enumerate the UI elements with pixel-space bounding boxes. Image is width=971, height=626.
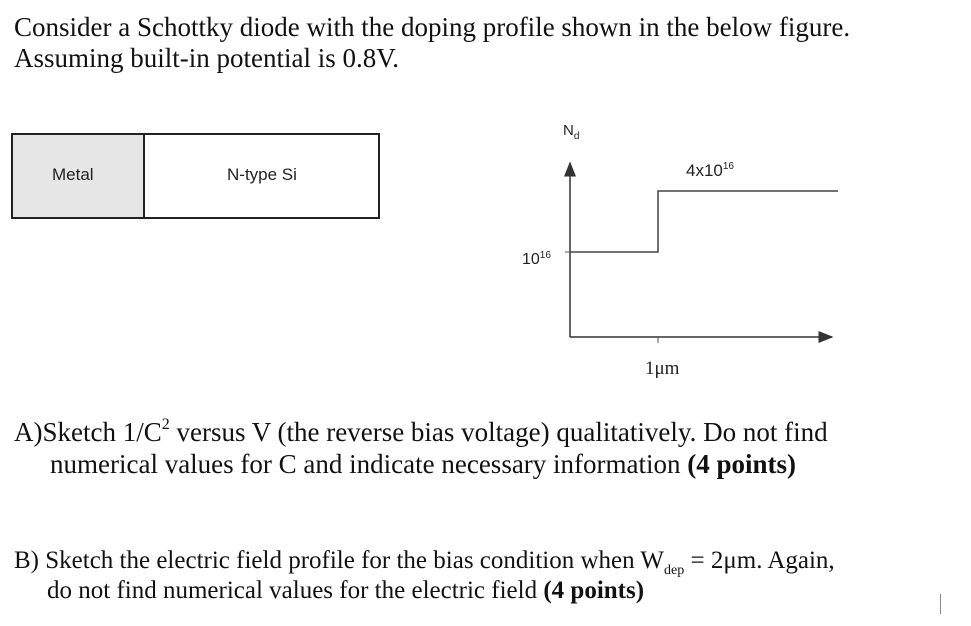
question-b-subscript: dep [664, 563, 685, 578]
intro-line-1: Consider a Schottky diode with the doping profile shown in the below figure. [14, 12, 851, 42]
question-b-text-start: Sketch the electric field profile for the bias condition when W [45, 547, 665, 574]
intro-line-2: Assuming built-in potential is 0.8V. [14, 43, 400, 73]
doping-profile-plot [510, 115, 850, 385]
high-doping-label: $4x10^{16}$ [686, 161, 734, 180]
problem-intro [14, 12, 850, 74]
low-doping-label: $10^{16}$ [522, 250, 551, 268]
metal-label: Metal [52, 165, 94, 184]
text-cursor-mark [940, 594, 941, 614]
question-a-line-1 [14, 416, 828, 448]
question-a [14, 416, 828, 480]
question-b-line-2-text: do not find numerical values for the electric field [47, 577, 544, 604]
question-a-superscript: 2 [161, 416, 170, 433]
y-axis-label: $N_d$ [563, 122, 580, 142]
question-b-text-end: = 2μm. Again, [684, 547, 835, 574]
question-a-line-2 [14, 448, 828, 480]
question-a-points: (4 points) [687, 449, 797, 479]
question-b-line-1 [14, 546, 835, 576]
x-tick-label: 1μm [645, 358, 680, 379]
question-b-line-2 [14, 576, 835, 606]
schottky-structure-diagram [11, 133, 380, 219]
n-type-si-region [145, 135, 378, 217]
question-b [14, 546, 835, 606]
doping-step-profile [570, 191, 838, 252]
question-b-prefix: B) [14, 547, 39, 574]
question-b-points: (4 points) [543, 577, 645, 604]
question-a-line-2-text: numerical values for C and indicate necessary information [50, 449, 688, 479]
question-a-text-end: versus V (the reverse bias voltage) qualitatively. Do not find [169, 417, 828, 447]
question-a-prefix: A) [14, 417, 43, 447]
question-a-text-start: Sketch 1/C [42, 417, 162, 447]
metal-region [13, 135, 145, 217]
n-type-si-label: N-type Si [227, 165, 297, 184]
